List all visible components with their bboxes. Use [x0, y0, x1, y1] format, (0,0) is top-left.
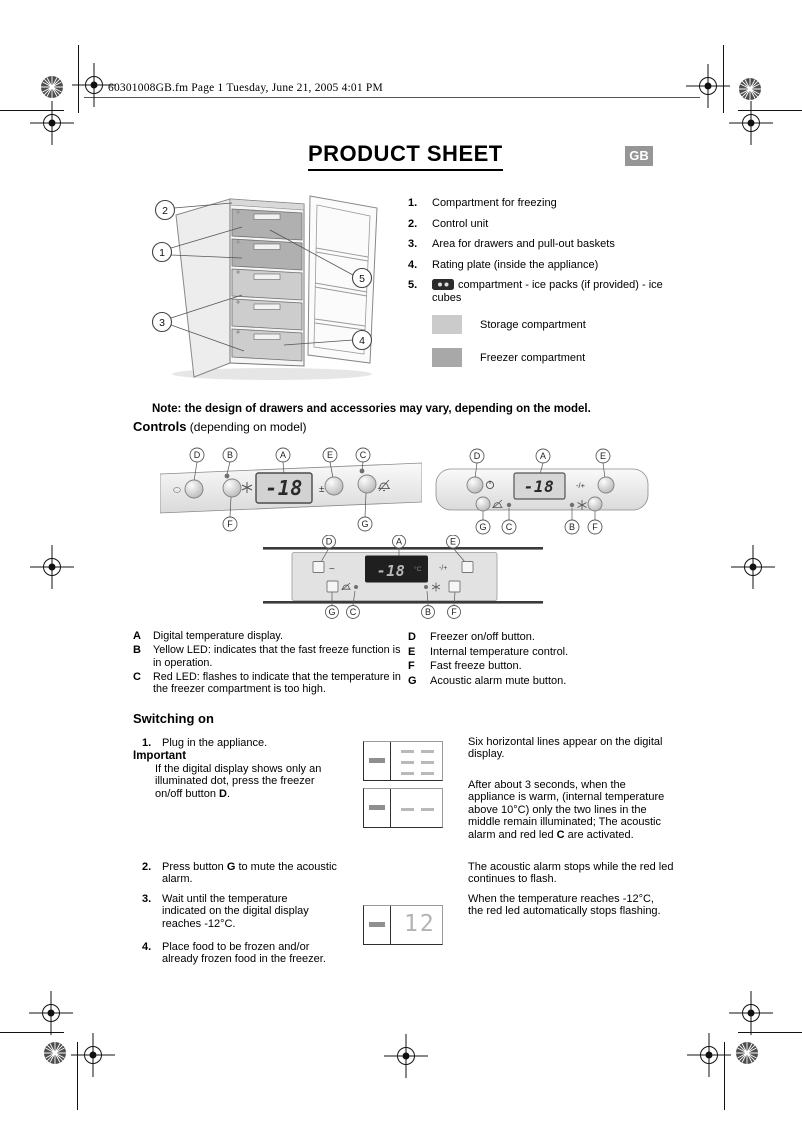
item-text — [432, 279, 682, 305]
controls-legend-right — [408, 630, 693, 688]
callout-number: 5 — [359, 272, 365, 285]
controls-legend-left — [133, 630, 413, 697]
display-value: -18 — [265, 476, 303, 500]
diagram-callout-5 — [353, 269, 372, 288]
letter-label: B — [424, 607, 432, 618]
display-illustration-two-lines — [363, 788, 443, 828]
legend-text: Internal temperature control. — [430, 645, 569, 658]
letter-label: A — [539, 451, 547, 462]
step-text: Place food to be frozen and/or already frozen food in the freezer. — [162, 941, 326, 966]
important-body — [155, 763, 337, 800]
item-text-after-icon: compartment - ice packs (if provided) - ice cubes — [432, 279, 663, 304]
alarm-led — [507, 503, 511, 507]
legend-text: Red LED: flashes to indicate that the temperature in the freezer compartment is too high. — [153, 670, 401, 696]
panel-letter — [393, 535, 406, 548]
step-number: 2. — [142, 861, 152, 873]
item-number: 3. — [408, 238, 418, 250]
legend-entry-F — [408, 659, 693, 674]
segment-dash — [401, 750, 414, 753]
step-text — [162, 861, 348, 886]
letter-label: F — [227, 519, 233, 530]
fast-freeze-button[interactable] — [588, 497, 602, 511]
segment-dash — [421, 761, 434, 764]
segment-dash — [421, 808, 434, 811]
letter-label: G — [361, 519, 369, 530]
ice-pack-icon — [432, 279, 454, 290]
result-text-post: are activated. — [564, 828, 634, 841]
result-text-2 — [468, 779, 674, 841]
panel-letter — [422, 606, 435, 619]
result-text-4: When the temperature reaches -12°C, the red led automatically stops flashing. — [468, 893, 661, 918]
controls-heading-rest: (depending on model) — [186, 420, 307, 434]
panel-letter — [356, 448, 370, 462]
item-text: Rating plate (inside the appliance) — [432, 258, 599, 271]
temperature-control-button[interactable] — [325, 477, 343, 495]
minus-segment — [369, 922, 385, 927]
item-number: 4. — [408, 258, 418, 271]
step-text: Plug in the appliance. — [162, 737, 268, 749]
display-minus-cell — [364, 906, 391, 944]
panel-letter — [470, 449, 484, 463]
legend-text: Digital temperature display. — [153, 630, 284, 642]
list-item — [408, 259, 708, 272]
legend-text: Freezer on/off button. — [430, 631, 535, 643]
legend-entry-E — [408, 645, 693, 660]
panel-letter — [358, 517, 372, 531]
legend-key: F — [408, 660, 415, 672]
freezer-on-off-button[interactable] — [313, 562, 324, 573]
legend-key: G — [408, 674, 417, 687]
display-minus-cell — [364, 742, 391, 780]
step-1 — [142, 737, 342, 749]
panel-letter — [447, 535, 460, 548]
callout-number: 3 — [159, 316, 165, 329]
legend-text: Acoustic alarm mute button. — [430, 674, 567, 687]
legend-key: D — [408, 631, 416, 643]
legend-label: Storage compartment — [480, 318, 586, 331]
freezer-on-off-button[interactable] — [467, 477, 483, 493]
fast-freeze-button[interactable] — [449, 581, 460, 592]
display-value: -18 — [376, 562, 406, 580]
display-illustration-six-lines — [363, 741, 443, 781]
diagram-callout-4 — [353, 331, 372, 350]
display-illustration-minus-12 — [363, 905, 443, 945]
control-panel-3 — [263, 535, 543, 619]
list-item — [408, 218, 708, 231]
segment-dash — [401, 761, 414, 764]
fast-freeze-led — [225, 474, 230, 479]
legend-key: E — [408, 645, 416, 658]
legend-key: C — [133, 670, 141, 683]
panel-letter — [476, 520, 490, 534]
item-number: 1. — [408, 197, 418, 209]
legend-entry-B — [133, 644, 413, 669]
letter-label: B — [568, 522, 576, 533]
panel-letter — [223, 517, 237, 531]
display-digits: 12 — [404, 911, 436, 937]
step-text-pre: Press button — [162, 861, 227, 873]
segment-dash — [421, 750, 434, 753]
legend-label: Freezer compartment — [480, 351, 586, 364]
panel-letter — [323, 448, 337, 462]
letter-label: B — [226, 450, 234, 461]
letter-label: E — [599, 451, 607, 462]
letter-label: A — [395, 536, 403, 547]
panel-letter — [323, 535, 336, 548]
segment-dash — [401, 772, 414, 775]
switching-on-heading: Switching on — [133, 711, 214, 726]
control-panel-2 — [435, 448, 650, 538]
important-text-end: . — [226, 787, 231, 800]
legend-entry-G — [408, 674, 693, 689]
page-title: PRODUCT SHEET — [308, 141, 503, 171]
letter-label: G — [479, 522, 487, 533]
storage-swatch — [432, 315, 462, 334]
letter-label: D — [325, 536, 333, 547]
compartment-legend — [432, 315, 586, 381]
letter-label: D — [473, 451, 481, 462]
legend-entry-A — [133, 630, 413, 643]
design-note: Note: the design of drawers and accessories may vary, depending on the model. — [152, 403, 591, 415]
display-unit: °C — [414, 566, 422, 573]
step-number: 1. — [142, 737, 152, 749]
registration-target-icon — [30, 101, 74, 145]
minus-plus-icon: -/+ — [576, 481, 585, 490]
led-ref-C: C — [556, 828, 565, 841]
button-ref-G: G — [226, 861, 236, 873]
letter-label: E — [326, 450, 334, 461]
legend-row-storage — [432, 315, 586, 334]
panel-letter — [502, 520, 516, 534]
panel-letter — [565, 520, 579, 534]
button-ref-D: D — [219, 787, 227, 800]
registration-target-icon — [729, 991, 773, 1035]
calibration-pinwheel-icon — [42, 1040, 68, 1066]
diagram-callout-3 — [153, 313, 172, 332]
list-item — [408, 197, 708, 210]
letter-label: C — [505, 522, 513, 533]
letter-label: D — [193, 450, 201, 461]
list-item — [408, 279, 708, 305]
legend-text: Fast freeze button. — [430, 660, 522, 672]
item-number: 2. — [408, 217, 418, 230]
display-value: -18 — [523, 477, 555, 496]
legend-key: A — [133, 630, 141, 642]
item-text: Compartment for freezing — [432, 197, 557, 209]
alarm-mute-button[interactable] — [476, 497, 490, 511]
letter-label: C — [359, 450, 367, 461]
minus-segment — [369, 758, 385, 763]
alarm-mute-button[interactable] — [327, 581, 338, 592]
alarm-led — [360, 469, 365, 474]
callout-number: 2 — [162, 204, 168, 217]
controls-heading — [133, 419, 307, 434]
panel-letter — [596, 449, 610, 463]
fast-freeze-led — [570, 503, 574, 507]
step-text-post: to mute the acoustic alarm. — [162, 861, 337, 886]
step-2 — [142, 861, 354, 886]
plus-minus-icon: ± — [319, 484, 325, 495]
step-number: 4. — [142, 941, 152, 953]
legend-text: Yellow LED: indicates that the fast freeze function is in operation. — [153, 644, 401, 669]
registration-target-icon — [29, 991, 73, 1035]
panel-letter — [326, 606, 339, 619]
letter-label: F — [592, 522, 598, 533]
panel-letter — [190, 448, 204, 462]
item-text: Control unit — [432, 217, 489, 230]
panel-letter — [536, 449, 550, 463]
registration-target-icon — [30, 545, 74, 589]
alarm-led — [354, 585, 358, 589]
segment-dash — [401, 808, 414, 811]
letter-label: E — [449, 536, 457, 547]
registration-target-icon — [686, 64, 730, 108]
registration-target-icon — [729, 101, 773, 145]
alarm-mute-button[interactable] — [358, 475, 376, 493]
fast-freeze-button[interactable] — [223, 479, 241, 497]
letter-label: G — [328, 607, 336, 618]
result-text-pre: After about 3 seconds, when the appliance is warm, (internal temperature above 10°C) only the two lines in the middle remain illuminated; The acoustic alarm and red led — [468, 779, 665, 841]
panel-letter — [223, 448, 237, 462]
diagram-callout-2 — [156, 201, 175, 220]
power-led — [174, 488, 181, 493]
segment-dash — [421, 772, 434, 775]
registration-target-icon — [687, 1033, 731, 1077]
important-label: Important — [133, 750, 187, 762]
temperature-control-button[interactable] — [598, 477, 614, 493]
calibration-pinwheel-icon — [39, 74, 65, 100]
step-text: Wait until the temperature indicated on the digital display reaches -12°C. — [162, 893, 309, 930]
diagram-callout-1 — [153, 243, 172, 262]
item-number: 5. — [408, 279, 418, 291]
legend-entry-D — [408, 630, 693, 645]
important-text: If the digital display shows only an illuminated dot, press the freezer on/off button — [155, 763, 322, 800]
calibration-pinwheel-icon — [734, 1040, 760, 1066]
header-rule — [84, 97, 700, 98]
letter-label: A — [279, 450, 287, 461]
registration-target-icon — [384, 1034, 428, 1078]
panel-letter — [448, 606, 461, 619]
control-panel-1 — [160, 447, 422, 533]
language-badge: GB — [625, 146, 653, 166]
controls-heading-bold: Controls — [133, 419, 187, 434]
registration-target-icon — [731, 545, 775, 589]
calibration-pinwheel-icon — [737, 76, 763, 102]
panel-letter — [276, 448, 290, 462]
legend-entry-C — [133, 671, 413, 696]
letter-label: F — [451, 607, 457, 618]
letter-label: C — [349, 607, 357, 618]
result-text-1: Six horizontal lines appear on the digital display. — [468, 736, 663, 761]
registration-target-icon — [71, 1033, 115, 1077]
freezer-on-off-button[interactable] — [185, 480, 203, 498]
step-3 — [142, 893, 337, 930]
temperature-control-button[interactable] — [462, 562, 473, 573]
legend-key: B — [133, 644, 141, 657]
item-text: Area for drawers and pull-out baskets — [432, 238, 615, 250]
parts-list — [408, 197, 708, 313]
minus-plus-icon: -/+ — [439, 565, 448, 572]
panel-letter — [588, 520, 602, 534]
legend-row-freezer — [432, 348, 586, 367]
step-4 — [142, 941, 337, 966]
callout-number: 4 — [359, 334, 365, 347]
mains-icon: ~ — [329, 564, 335, 575]
step-number: 3. — [142, 893, 152, 905]
fast-freeze-led — [424, 585, 428, 589]
freezer-swatch — [432, 348, 462, 367]
list-item — [408, 238, 708, 251]
freezer-diagram — [142, 183, 402, 383]
display-minus-cell — [364, 789, 391, 827]
minus-segment — [369, 805, 385, 810]
result-text-3: The acoustic alarm stops while the red led continues to flash. — [468, 861, 674, 886]
panel-letter — [347, 606, 360, 619]
page-header-text: 60301008GB.fm Page 1 Tuesday, June 21, 2005 4:01 PM — [108, 82, 383, 94]
callout-number: 1 — [159, 246, 165, 259]
